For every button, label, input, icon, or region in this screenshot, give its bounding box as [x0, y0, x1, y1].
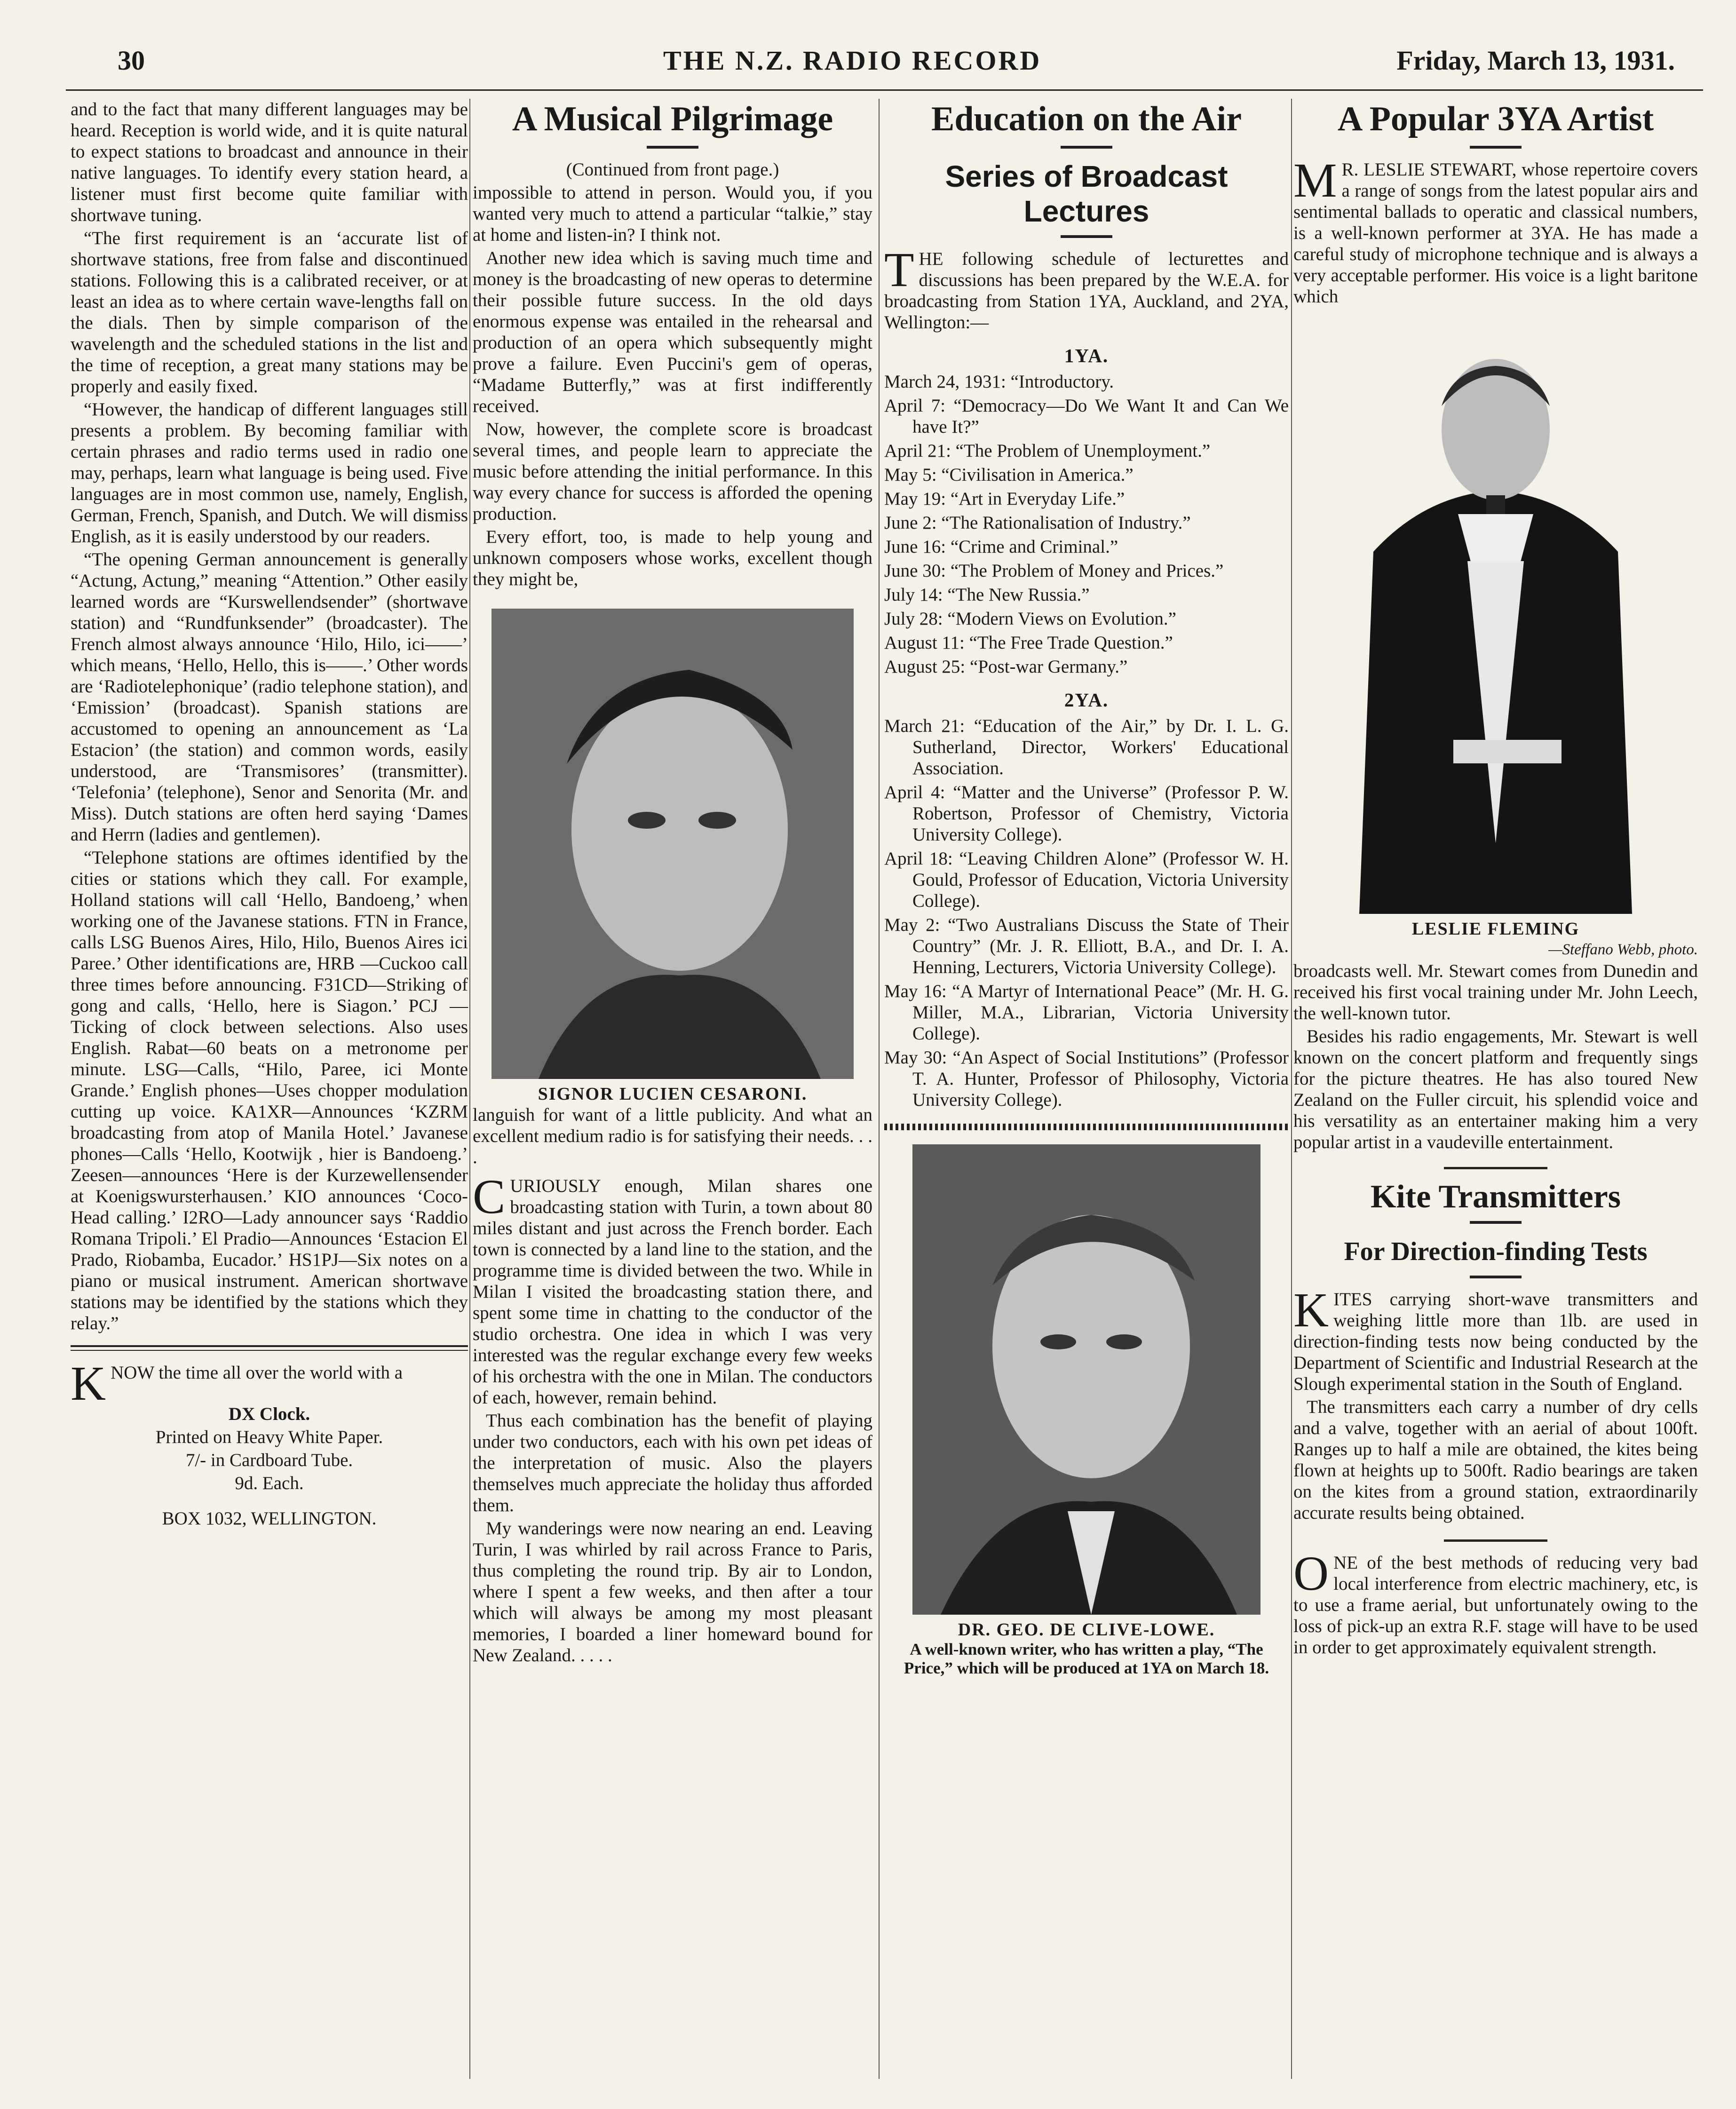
- station-heading: 2YA.: [1064, 689, 1109, 711]
- drop-cap: K: [71, 1356, 106, 1411]
- paragraph: “Telephone stations are oftimes identified by the cities or stations which they call. For example, Holland stations will call ‘Hello, Bandoeng,’ when working one of the Javanese stations. FTN in France, calls LSG Buenos Aires, Hilo, Hilo, Buenos Aires ici Paree.’ Other identifications are, HRB —Cuckoo call three times before announcing. F31CD—Striking of gong and calls, ‘Hello, here is Siagon.’ PCJ —Ticking of clock between selections. Also uses English. Rabat—60 beats on a metronome per minute. LSG—Calls, “Hilo, Paree, ici Monte Grande.’ English phones—Uses chopper modulation cutting up voice. KA1XR—Announces ‘KZRM broadcasting from atop of Manila Hotel.’ Javanese phones—Calls ‘Hello, Kootwijk , hier is Bandoeng.’ Zeesen—announces ‘Here is der Kurzewellensender at Koenigswursterhausen.’ KIO announces ‘Coco-Head calling.’ I2RO—Lady announcer says ‘Raddio Romana Tripoli.’ El Pradio—Announces ‘Estacion El Prado, Riobamba, Eucador.’ HS1PJ—Six notes on a piano or musical instrument. American shortwave stations may be identified by the stations which they relay.”: [71, 848, 468, 1333]
- headline: A Musical Pilgrimage: [512, 100, 833, 138]
- column-shortwave: [71, 99, 468, 1531]
- schedule-1ya: [884, 371, 1289, 677]
- column-education: [884, 99, 1289, 1680]
- schedule-item: July 28: “Modern Views on Evolution.”: [884, 609, 1176, 629]
- drop-cap: O: [1293, 1546, 1329, 1601]
- photo-caption: SIGNOR LUCIEN CESARONI.: [538, 1084, 808, 1104]
- ad-text: NOW the time all over the world with a: [111, 1363, 403, 1383]
- headline-dash: [1470, 1276, 1522, 1278]
- paragraph: impossible to attend in person. Would you, if you wanted very much to attend a particular “talkie,” stay at home and listen-in? I think not.: [473, 182, 872, 245]
- paragraph: Every effort, too, is made to help young and unknown composers whose works, excellent though they might be,: [473, 527, 872, 589]
- photo-caption: DR. GEO. DE CLIVE-LOWE.: [958, 1620, 1215, 1640]
- section-rule: [1444, 1539, 1547, 1542]
- schedule-item: August 11: “The Free Trade Question.”: [884, 633, 1173, 653]
- headline-dash: [1470, 1221, 1522, 1224]
- ad-text: Printed on Heavy White Paper.: [155, 1427, 383, 1447]
- schedule-2ya: [884, 715, 1289, 1110]
- schedule-item: August 25: “Post-war Germany.”: [884, 657, 1128, 677]
- subheadline: Kite Transmitters: [1370, 1179, 1621, 1215]
- paragraph: “The first requirement is an ‘accurate list of shortwave stations, free from false and discontinued stations. Following this is a calibrated receiver, or at least an idea as to where certain wave-lengths fall on the dials. Then by simple comparison of the wavelength and the scheduled stations in the list and the time of reception, a great many stations may be properly and easily fixed.: [71, 228, 468, 396]
- paragraph: Thus each combination has the benefit of playing under two conductors, each with his own pet ideas of the interpretation of music. Also the players themselves much appreciate the holiday thus afforded them.: [473, 1411, 872, 1515]
- header-rule: [66, 89, 1703, 91]
- portrait-photo: [491, 609, 854, 1079]
- drop-cap: T: [884, 243, 914, 297]
- schedule-item: May 19: “Art in Everyday Life.”: [884, 489, 1125, 509]
- dx-clock-advert: [71, 1356, 468, 1529]
- column-3ya-artist: [1293, 99, 1698, 1660]
- headline-dash: [647, 146, 698, 149]
- paragraph: “The opening German announcement is generally “Actung, Actung,” meaning “Attention.” Other easily learned words are “Kurswellendsender” (shortwave station) and “Rundfunksender” (broadcaster). The French almost always announce ‘Hilo, Hilo, ici——’ which means, ‘Hello, Hello, this is——.’ Other words are ‘Radiotelephonique’ (radio telephone station), and ‘Emission’ (broadcast). Spanish stations are accustomed to opening an announcement as ‘La Estacion’ (the station) and common words, easily understood, are ‘Transmisores’ (transmitter). ‘Telefonia’ (telephone), Senor and Senorita (Mr. and Miss). Dutch stations are often herd saying ‘Dames and Herrn (ladies and gentlemen).: [71, 549, 468, 845]
- paragraph: ITES carrying short-wave transmitters and weighing little more than 1lb. are used in direction-finding tests now being conducted by the Department of Scientific and Industrial Research at the Slough experimental station in the South of England.: [1293, 1289, 1698, 1394]
- paragraph: languish for want of a little publicity. And what an excellent medium radio is for satisfying their needs. . . .: [473, 1105, 872, 1167]
- paragraph: Now, however, the complete score is broadcast several times, and people learn to appreciate the music before attending the initial performance. In this way every chance for success is afforded the opening production.: [473, 419, 872, 524]
- subheadline: For Direction-finding Tests: [1344, 1237, 1648, 1266]
- headline: A Popular 3YA Artist: [1337, 100, 1654, 138]
- section-rule: [884, 1124, 1289, 1130]
- schedule-item: April 21: “The Problem of Unemployment.”: [884, 441, 1211, 461]
- schedule-item: April 4: “Matter and the Universe” (Professor P. W. Robertson, Professor of Chemistry, Victoria University College).: [884, 782, 1289, 845]
- drop-cap: C: [473, 1170, 506, 1224]
- station-heading: 1YA.: [1064, 345, 1109, 366]
- column-divider: [1291, 99, 1292, 2079]
- schedule-item: June 30: “The Problem of Money and Prices.”: [884, 561, 1224, 581]
- schedule-item: June 2: “The Rationalisation of Industry.”: [884, 513, 1191, 533]
- schedule-item: March 24, 1931: “Introductory.: [884, 372, 1114, 392]
- schedule-item: April 18: “Leaving Children Alone” (Professor W. H. Gould, Professor of Education, Victoria University College).: [884, 848, 1289, 911]
- paragraph: “However, the handicap of different languages still presents a problem. By becoming familiar with certain phrases and radio terms used in radio one may, perhaps, learn what language is being used. Five languages are in most common use, namely, English, German, French, Spanish, and Dutch. We will dismiss English, as it is easily understood by our readers.: [71, 399, 468, 547]
- ad-address: BOX 1032, WELLINGTON.: [162, 1508, 377, 1529]
- paragraph: R. LESLIE STEWART, whose repertoire covers a range of songs from the latest popular airs and sentimental ballads to operatic and classical numbers, is a well-known performer at 3YA. He has made a careful study of microphone technique and is always a very acceptable performer. His voice is a light baritone which: [1293, 159, 1698, 307]
- paragraph: HE following schedule of lecturettes and discussions has been prepared by the W.E.A. for broadcasting from Station 1YA, Auckland, and 2YA, Wellington:—: [884, 249, 1289, 333]
- paragraph: Besides his radio engagements, Mr. Stewart is well known on the concert platform and frequently sings for the picture theatres. He has also toured New Zealand on the Fuller circuit, his splendid voice and his versatility as an entertainer making him a very popular artist in a vaudeville entertainment.: [1293, 1026, 1698, 1152]
- ad-product: DX Clock.: [228, 1404, 310, 1424]
- paragraph: Another new idea which is saving much time and money is the broadcasting of new operas to determine their possible future success. In the old days enormous expense was entailed in the rehearsal and production of an opera which subsequently might prove a failure. Even Puccini's gem of operas, “Madame Butterfly,” was at first indifferently received.: [473, 248, 872, 416]
- paragraph: broadcasts well. Mr. Stewart comes from Dunedin and received his first vocal training under Mr. John Leech, the well-known tutor.: [1293, 961, 1698, 1023]
- headline-dash: [1470, 146, 1522, 149]
- headline-dash: [1061, 146, 1112, 149]
- section-rule: [71, 1345, 468, 1351]
- photo-subcaption: A well-known writer, who has written a play, “The Price,” which will be produced at 1YA on March 18.: [904, 1640, 1269, 1677]
- schedule-item: June 16: “Crime and Criminal.”: [884, 537, 1118, 557]
- publication-title: THE N.Z. RADIO RECORD: [663, 45, 1042, 76]
- page-header: [75, 45, 1698, 87]
- page-number: 30: [118, 45, 145, 76]
- drop-cap: M: [1293, 153, 1337, 207]
- schedule-item: May 16: “A Martyr of International Peace” (Mr. H. G. Miller, M.A., Librarian, Victoria University College).: [884, 981, 1289, 1044]
- section-rule: [1444, 1167, 1547, 1169]
- paragraph: My wanderings were now nearing an end. Leaving Turin, I was whirled by rail across France to Paris, thus completing the round trip. By air to London, where I spent a few weeks, and then after a tour which will always be among my most pleasant memories, I boarded a liner homeward bound for New Zealand. . . . .: [473, 1518, 872, 1665]
- issue-date: Friday, March 13, 1931.: [1396, 45, 1675, 76]
- headline: Education on the Air: [931, 100, 1242, 138]
- photo-credit: —Steffano Webb, photo.: [1548, 941, 1698, 958]
- schedule-item: July 14: “The New Russia.”: [884, 585, 1090, 605]
- drop-cap: K: [1293, 1283, 1329, 1337]
- schedule-item: May 30: “An Aspect of Social Institutions” (Professor T. A. Hunter, Professor of Philosophy, Victoria University College).: [884, 1047, 1289, 1110]
- paragraph: URIOUSLY enough, Milan shares one broadcasting station with Turin, a town about 80 miles distant and just across the French border. Each town is connected by a land line to the station, and the programme time is divided between the two. While in Milan I visited the broadcasting station there, and spent some time in chatting to the conductor of the studio orchestra. One idea in which I was very interested was the regular exchange every few weeks of his orchestra with the one in Milan. The conductors of each, however, remain behind.: [473, 1176, 872, 1408]
- schedule-item: March 21: “Education of the Air,” by Dr. I. L. G. Sutherland, Director, Workers' Educational Association.: [884, 716, 1289, 778]
- headline-dash: [1061, 235, 1112, 238]
- ad-price: 9d. Each.: [235, 1473, 304, 1493]
- schedule-item: April 7: “Democracy—Do We Want It and Can We have It?”: [884, 396, 1289, 437]
- column-divider: [879, 99, 880, 2079]
- paragraph: and to the fact that many different languages may be heard. Reception is world wide, and it is quite natural to expect stations to broadcast and announce in their native languages. To identify every station heard, a listener must first become quite familiar with shortwave tuning.: [71, 99, 468, 225]
- photo-caption: LESLIE FLEMING: [1411, 919, 1580, 939]
- subheadline: Series of Broadcast Lectures: [945, 159, 1228, 228]
- schedule-item: May 5: “Civilisation in America.”: [884, 465, 1134, 485]
- column-divider: [469, 99, 470, 2079]
- column-musical-pilgrimage: [473, 99, 872, 1668]
- paragraph: The transmitters each carry a number of dry cells and a valve, together with an aerial of about 100ft. Ranges up to half a mile are obtained, the kites being flown at heights up to 500ft. Radio bearings are taken on the kites from a ground station, extraordinarily accurate results being obtained.: [1293, 1397, 1698, 1523]
- ad-text: 7/- in Cardboard Tube.: [185, 1450, 353, 1470]
- paragraph: NE of the best methods of reducing very bad local interference from electric machinery, etc, is to use a frame aerial, but unfortunately owing to the loss of pick-up an extra R.F. stage will have to be used in order to get approximately equivalent strength.: [1293, 1553, 1698, 1657]
- portrait-photo: [1331, 326, 1660, 914]
- continued-note: (Continued from front page.): [566, 159, 779, 180]
- portrait-photo: [912, 1144, 1260, 1615]
- schedule-item: May 2: “Two Australians Discuss the State of Their Country” (Mr. J. R. Elliott, B.A., and Dr. I. A. Henning, Lecturers, Victoria University College).: [884, 915, 1289, 977]
